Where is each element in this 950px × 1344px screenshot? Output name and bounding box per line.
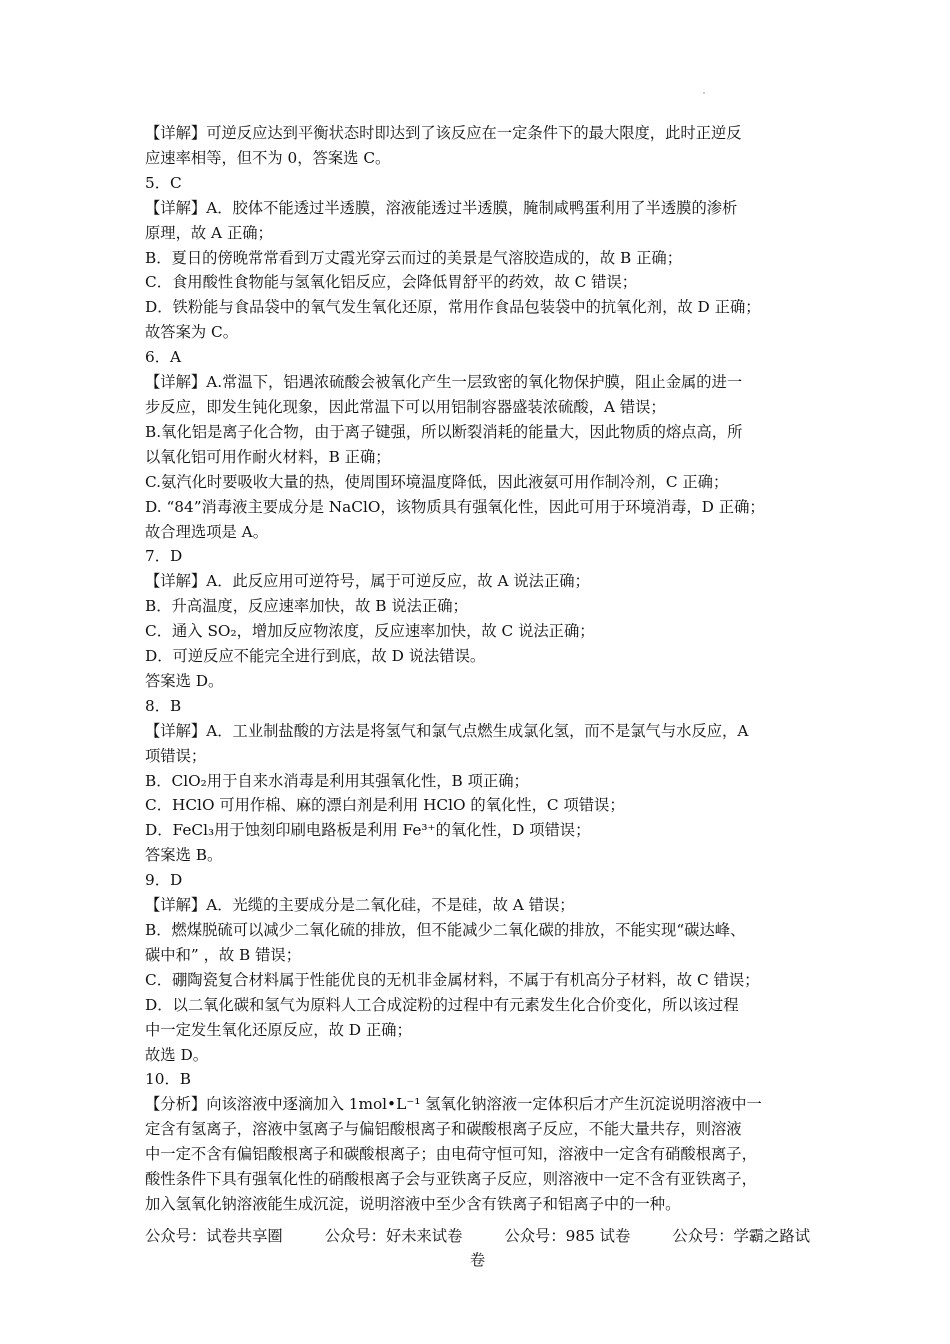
- text-line: 5．C: [145, 173, 182, 192]
- text-line: 定含有氢离子，溶液中氢离子与偏铝酸根离子和碳酸根离子反应，不能大量共存，则溶液: [145, 1120, 742, 1139]
- text-line: 故选 D。: [145, 1045, 209, 1064]
- text-line: 故答案为 C。: [145, 323, 239, 342]
- text-line: 【分析】向该溶液中逐滴加入 1mol•L⁻¹ 氢氧化钠溶液一定体积后才产生沉淀说明溶液中一: [145, 1095, 762, 1114]
- footer-item: 公众号：985 试卷: [504, 1227, 631, 1245]
- footer-item: 公众号：好未来试卷: [324, 1227, 463, 1245]
- text-line: 【详解】A．光缆的主要成分是二氧化硅，不是硅，故 A 错误；: [145, 896, 575, 915]
- text-line: B．燃煤脱硫可以减少二氧化硫的排放，但不能减少二氧化碳的排放，不能实现“碳达峰、: [145, 921, 746, 939]
- footer-item: 公众号：学霸之路试: [672, 1227, 810, 1245]
- text-line: 10．B: [145, 1070, 192, 1089]
- text-line: 【详解】可逆反应达到平衡状态时即达到了该反应在一定条件下的最大限度，此时正逆反: [145, 124, 742, 142]
- text-line: C．硼陶瓷复合材料属于性能优良的无机非金属材料，不属于有机高分子材料，故 C 错误；: [145, 970, 760, 989]
- text-line: 酸性条件下具有强氧化性的硝酸根离子会与亚铁离子反应，则溶液中一定不含有亚铁离子，: [145, 1170, 757, 1189]
- text-line: 以氧化铝可用作耐火材料，B 正确；: [145, 447, 391, 466]
- text-line: 【详解】A．此反应用可逆符号，属于可逆反应，故 A 说法正确；: [145, 572, 590, 591]
- scan-dot: [703, 92, 705, 94]
- text-line: 故合理选项是 A。: [145, 522, 268, 541]
- footer-row: [145, 1224, 810, 1248]
- text-line: D. “84”消毒液主要成分是 NaClO，该物质具有强氧化性，因此可用于环境消毒，D 正确；: [145, 497, 765, 516]
- text-line: 应速率相等，但不为 0，答案选 C。: [145, 148, 391, 167]
- text-line: 答案选 D。: [145, 671, 224, 690]
- text-line: C．通入 SO₂，增加反应物浓度，反应速率加快，故 C 说法正确；: [145, 622, 595, 641]
- text-line: B．ClO₂用于自来水消毒是利用其强氧化性，B 项正确；: [145, 771, 529, 790]
- text-line: 加入氢氧化钠溶液能生成沉淀，说明溶液中至少含有铁离子和铝离子中的一种。: [145, 1194, 681, 1213]
- text-line: 步反应，即发生钝化现象，因此常温下可以用铝制容器盛装浓硫酸，A 错误；: [145, 397, 666, 416]
- text-line: 7．D: [145, 547, 183, 566]
- text-line: D．铁粉能与食品袋中的氧气发生氧化还原，常用作食品包装袋中的抗氧化剂，故 D 正确；: [145, 298, 761, 317]
- footer-wrap-text: 卷: [469, 1251, 486, 1269]
- text-line: C．HClO 可用作棉、麻的漂白剂是利用 HClO 的氧化性，C 项错误；: [145, 796, 625, 815]
- text-line: 中一定不含有偏铝酸根离子和碳酸根离子；由电荷守恒可知，溶液中一定含有硝酸根离子，: [145, 1145, 757, 1164]
- text-line: 原理，故 A 正确；: [145, 223, 273, 242]
- text-line: 9．D: [145, 871, 183, 890]
- text-line: 【详解】A．胶体不能透过半透膜，溶液能透过半透膜，腌制咸鸭蛋利用了半透膜的渗析: [145, 198, 738, 217]
- text-line: B．夏日的傍晚常常看到万丈霞光穿云而过的美景是气溶胶造成的，故 B 正确；: [145, 248, 683, 267]
- text-line: 碳中和” ，故 B 错误；: [145, 945, 302, 964]
- page-footer: [145, 1224, 810, 1272]
- text-line: 【详解】A.常温下，铝遇浓硫酸会被氧化产生一层致密的氧化物保护膜，阻止金属的进一: [145, 373, 743, 392]
- text-line: 8．B: [145, 696, 182, 715]
- text-line: 答案选 B。: [145, 846, 223, 865]
- document-body: [145, 121, 810, 1217]
- text-line: D．FeCl₃用于蚀刻印刷电路板是利用 Fe³⁺的氧化性，D 项错误；: [145, 821, 591, 840]
- text-line: 【详解】A．工业制盐酸的方法是将氢气和氯气点燃生成氯化氢，而不是氯气与水反应，A: [145, 721, 749, 740]
- text-line: 项错误；: [145, 746, 207, 765]
- text-line: D．以二氧化碳和氢气为原料人工合成淀粉的过程中有元素发生化合价变化，所以该过程: [145, 995, 739, 1014]
- text-line: B.氧化铝是离子化合物，由于离子键强，所以断裂消耗的能量大，因此物质的熔点高，所: [145, 422, 743, 441]
- text-line: D．可逆反应不能完全进行到底，故 D 说法错误。: [145, 647, 486, 666]
- text-line: 6．A: [145, 348, 182, 367]
- footer-item: 公众号：试卷共享圈: [145, 1227, 283, 1245]
- text-line: B．升高温度，反应速率加快，故 B 说法正确；: [145, 597, 468, 616]
- text-line: C.氨汽化时要吸收大量的热，使周围环境温度降低，因此液氨可用作制冷剂，C 正确；: [145, 472, 729, 491]
- text-line: C．食用酸性食物能与氢氧化铝反应，会降低胃舒平的药效，故 C 错误；: [145, 273, 638, 292]
- text-line: 中一定发生氧化还原反应，故 D 正确；: [145, 1020, 412, 1039]
